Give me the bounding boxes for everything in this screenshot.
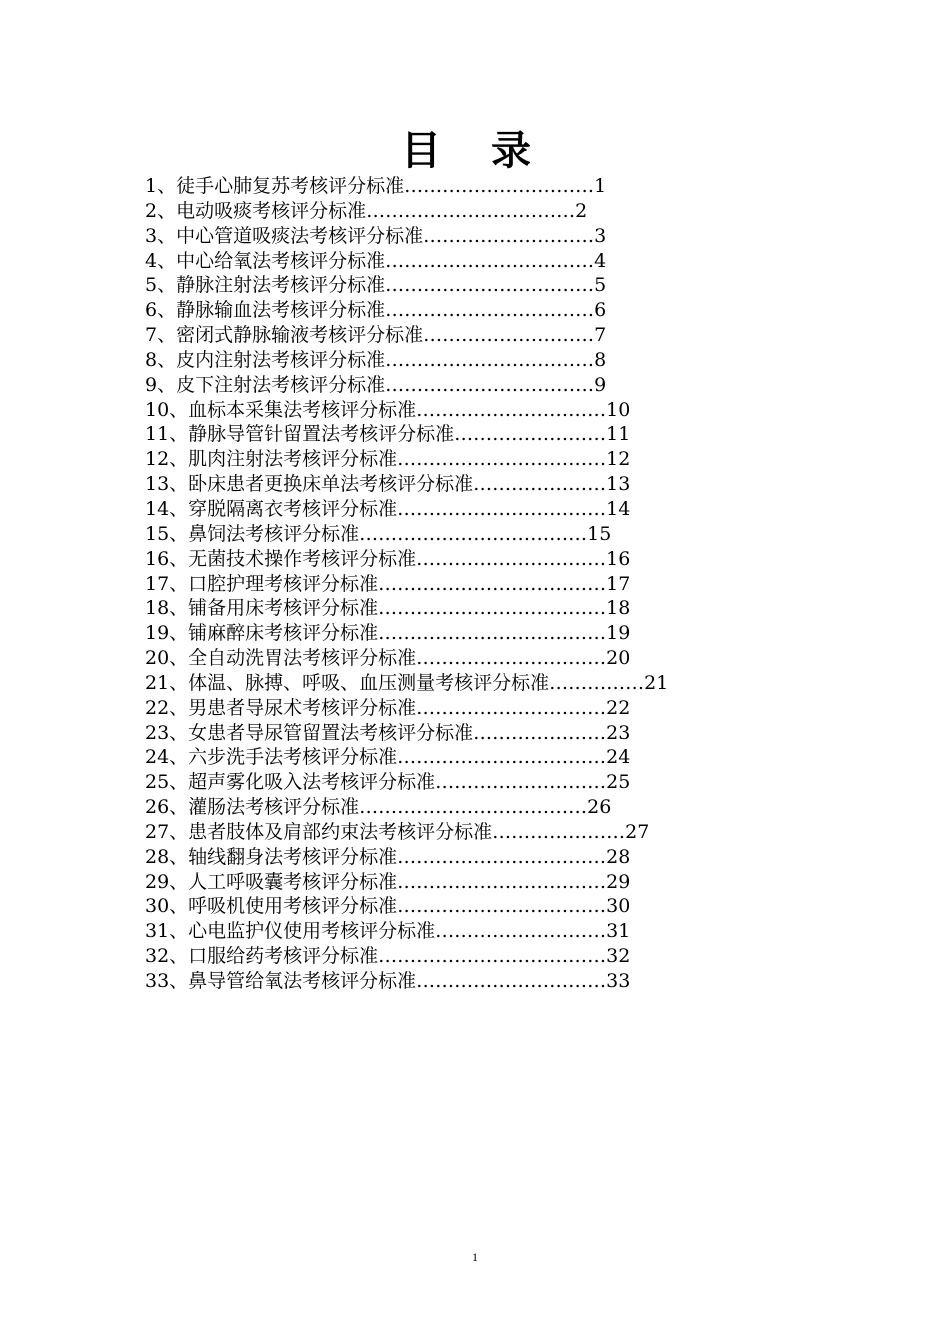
toc-entry-text: 25、超声雾化吸入法考核评分标准………………………25 [145, 771, 631, 794]
toc-entry-9 [145, 373, 905, 398]
toc-entry-text: 33、鼻导管给氧法考核评分标准…………………………33 [145, 970, 631, 992]
toc-entry-text: 26、灌肠法考核评分标准………………………………26 [145, 796, 612, 819]
toc-entry-text: 12、肌肉注射法考核评分标准……………………………12 [145, 448, 631, 471]
toc-entry-text: 10、血标本采集法考核评分标准…………………………10 [145, 398, 631, 421]
toc-entry-text: 17、口腔护理考核评分标准………………………………17 [145, 572, 631, 595]
toc-entry-text: 15、鼻饲法考核评分标准………………………………15 [145, 522, 612, 545]
toc-entry-text: 4、中心给氧法考核评分标准……………………………4 [145, 249, 607, 272]
toc-entry-33 [145, 969, 905, 994]
toc-entry-18 [145, 596, 905, 621]
toc-entry-27 [145, 820, 905, 845]
toc-entry-text: 27、患者肢体及肩部约束法考核评分标准…………………27 [145, 820, 650, 843]
toc-entry-15 [145, 522, 905, 547]
table-of-contents [145, 174, 905, 994]
page-number: 1 [472, 1250, 478, 1264]
toc-entry-text: 7、密闭式静脉输液考核评分标准………………………7 [145, 324, 607, 347]
toc-entry-text: 30、呼吸机使用考核评分标准……………………………30 [145, 895, 631, 918]
toc-entry-text: 9、皮下注射法考核评分标准……………………………9 [145, 373, 607, 396]
toc-entry-30 [145, 894, 905, 919]
toc-entry-12 [145, 447, 905, 472]
toc-entry-text: 19、铺麻醉床考核评分标准………………………………19 [145, 622, 631, 645]
toc-entry-32 [145, 944, 905, 969]
toc-entry-31 [145, 919, 905, 944]
toc-entry-text: 1、徒手心肺复苏考核评分标准…………………………1 [145, 175, 607, 197]
toc-entry-text: 22、男患者导尿术考核评分标准…………………………22 [145, 696, 631, 719]
toc-entry-3 [145, 224, 905, 249]
toc-entry-text: 11、静脉导管针留置法考核评分标准……………………11 [145, 423, 631, 446]
toc-entry-1 [145, 174, 905, 199]
toc-entry-text: 23、女患者导尿管留置法考核评分标准…………………23 [145, 721, 631, 744]
toc-entry-7 [145, 323, 905, 348]
toc-entry-text: 8、皮内注射法考核评分标准……………………………8 [145, 348, 607, 371]
toc-entry-text: 6、静脉输血法考核评分标准……………………………6 [145, 299, 607, 322]
toc-entry-14 [145, 497, 905, 522]
toc-entry-text: 16、无菌技术操作考核评分标准…………………………16 [145, 547, 631, 570]
toc-entry-20 [145, 646, 905, 671]
toc-entry-23 [145, 721, 905, 746]
toc-entry-25 [145, 770, 905, 795]
toc-entry-24 [145, 745, 905, 770]
toc-entry-text: 3、中心管道吸痰法考核评分标准………………………3 [145, 224, 607, 247]
toc-entry-17 [145, 572, 905, 597]
toc-entry-8 [145, 348, 905, 373]
toc-entry-text: 31、心电监护仪使用考核评分标准………………………31 [145, 920, 631, 943]
toc-entry-22 [145, 696, 905, 721]
toc-entry-text: 29、人工呼吸囊考核评分标准……………………………29 [145, 870, 631, 893]
toc-entry-text: 32、口服给药考核评分标准………………………………32 [145, 945, 631, 968]
toc-entry-text: 2、电动吸痰考核评分标准……………………………2 [145, 199, 588, 222]
toc-entry-6 [145, 298, 905, 323]
toc-entry-29 [145, 870, 905, 895]
toc-entry-5 [145, 273, 905, 298]
toc-entry-text: 13、卧床患者更换床单法考核评分标准…………………13 [145, 473, 631, 496]
toc-entry-text: 24、六步洗手法考核评分标准……………………………24 [145, 746, 631, 769]
toc-entry-16 [145, 547, 905, 572]
toc-entry-2 [145, 199, 905, 224]
toc-entry-13 [145, 472, 905, 497]
toc-entry-11 [145, 422, 905, 447]
toc-entry-19 [145, 621, 905, 646]
toc-entry-text: 28、轴线翻身法考核评分标准……………………………28 [145, 845, 631, 868]
toc-entry-text: 21、体温、脉搏、呼吸、血压测量考核评分标准……………21 [145, 671, 669, 694]
toc-title: 目 录 [401, 127, 549, 174]
toc-entry-21 [145, 671, 905, 696]
toc-entry-text: 18、铺备用床考核评分标准………………………………18 [145, 597, 631, 620]
toc-entry-text: 5、静脉注射法考核评分标准……………………………5 [145, 274, 607, 297]
toc-entry-text: 14、穿脱隔离衣考核评分标准……………………………14 [145, 497, 631, 520]
toc-entry-26 [145, 795, 905, 820]
toc-entry-text: 20、全自动洗胃法考核评分标准…………………………20 [145, 647, 631, 670]
toc-entry-28 [145, 845, 905, 870]
toc-entry-10 [145, 398, 905, 423]
toc-entry-4 [145, 249, 905, 274]
